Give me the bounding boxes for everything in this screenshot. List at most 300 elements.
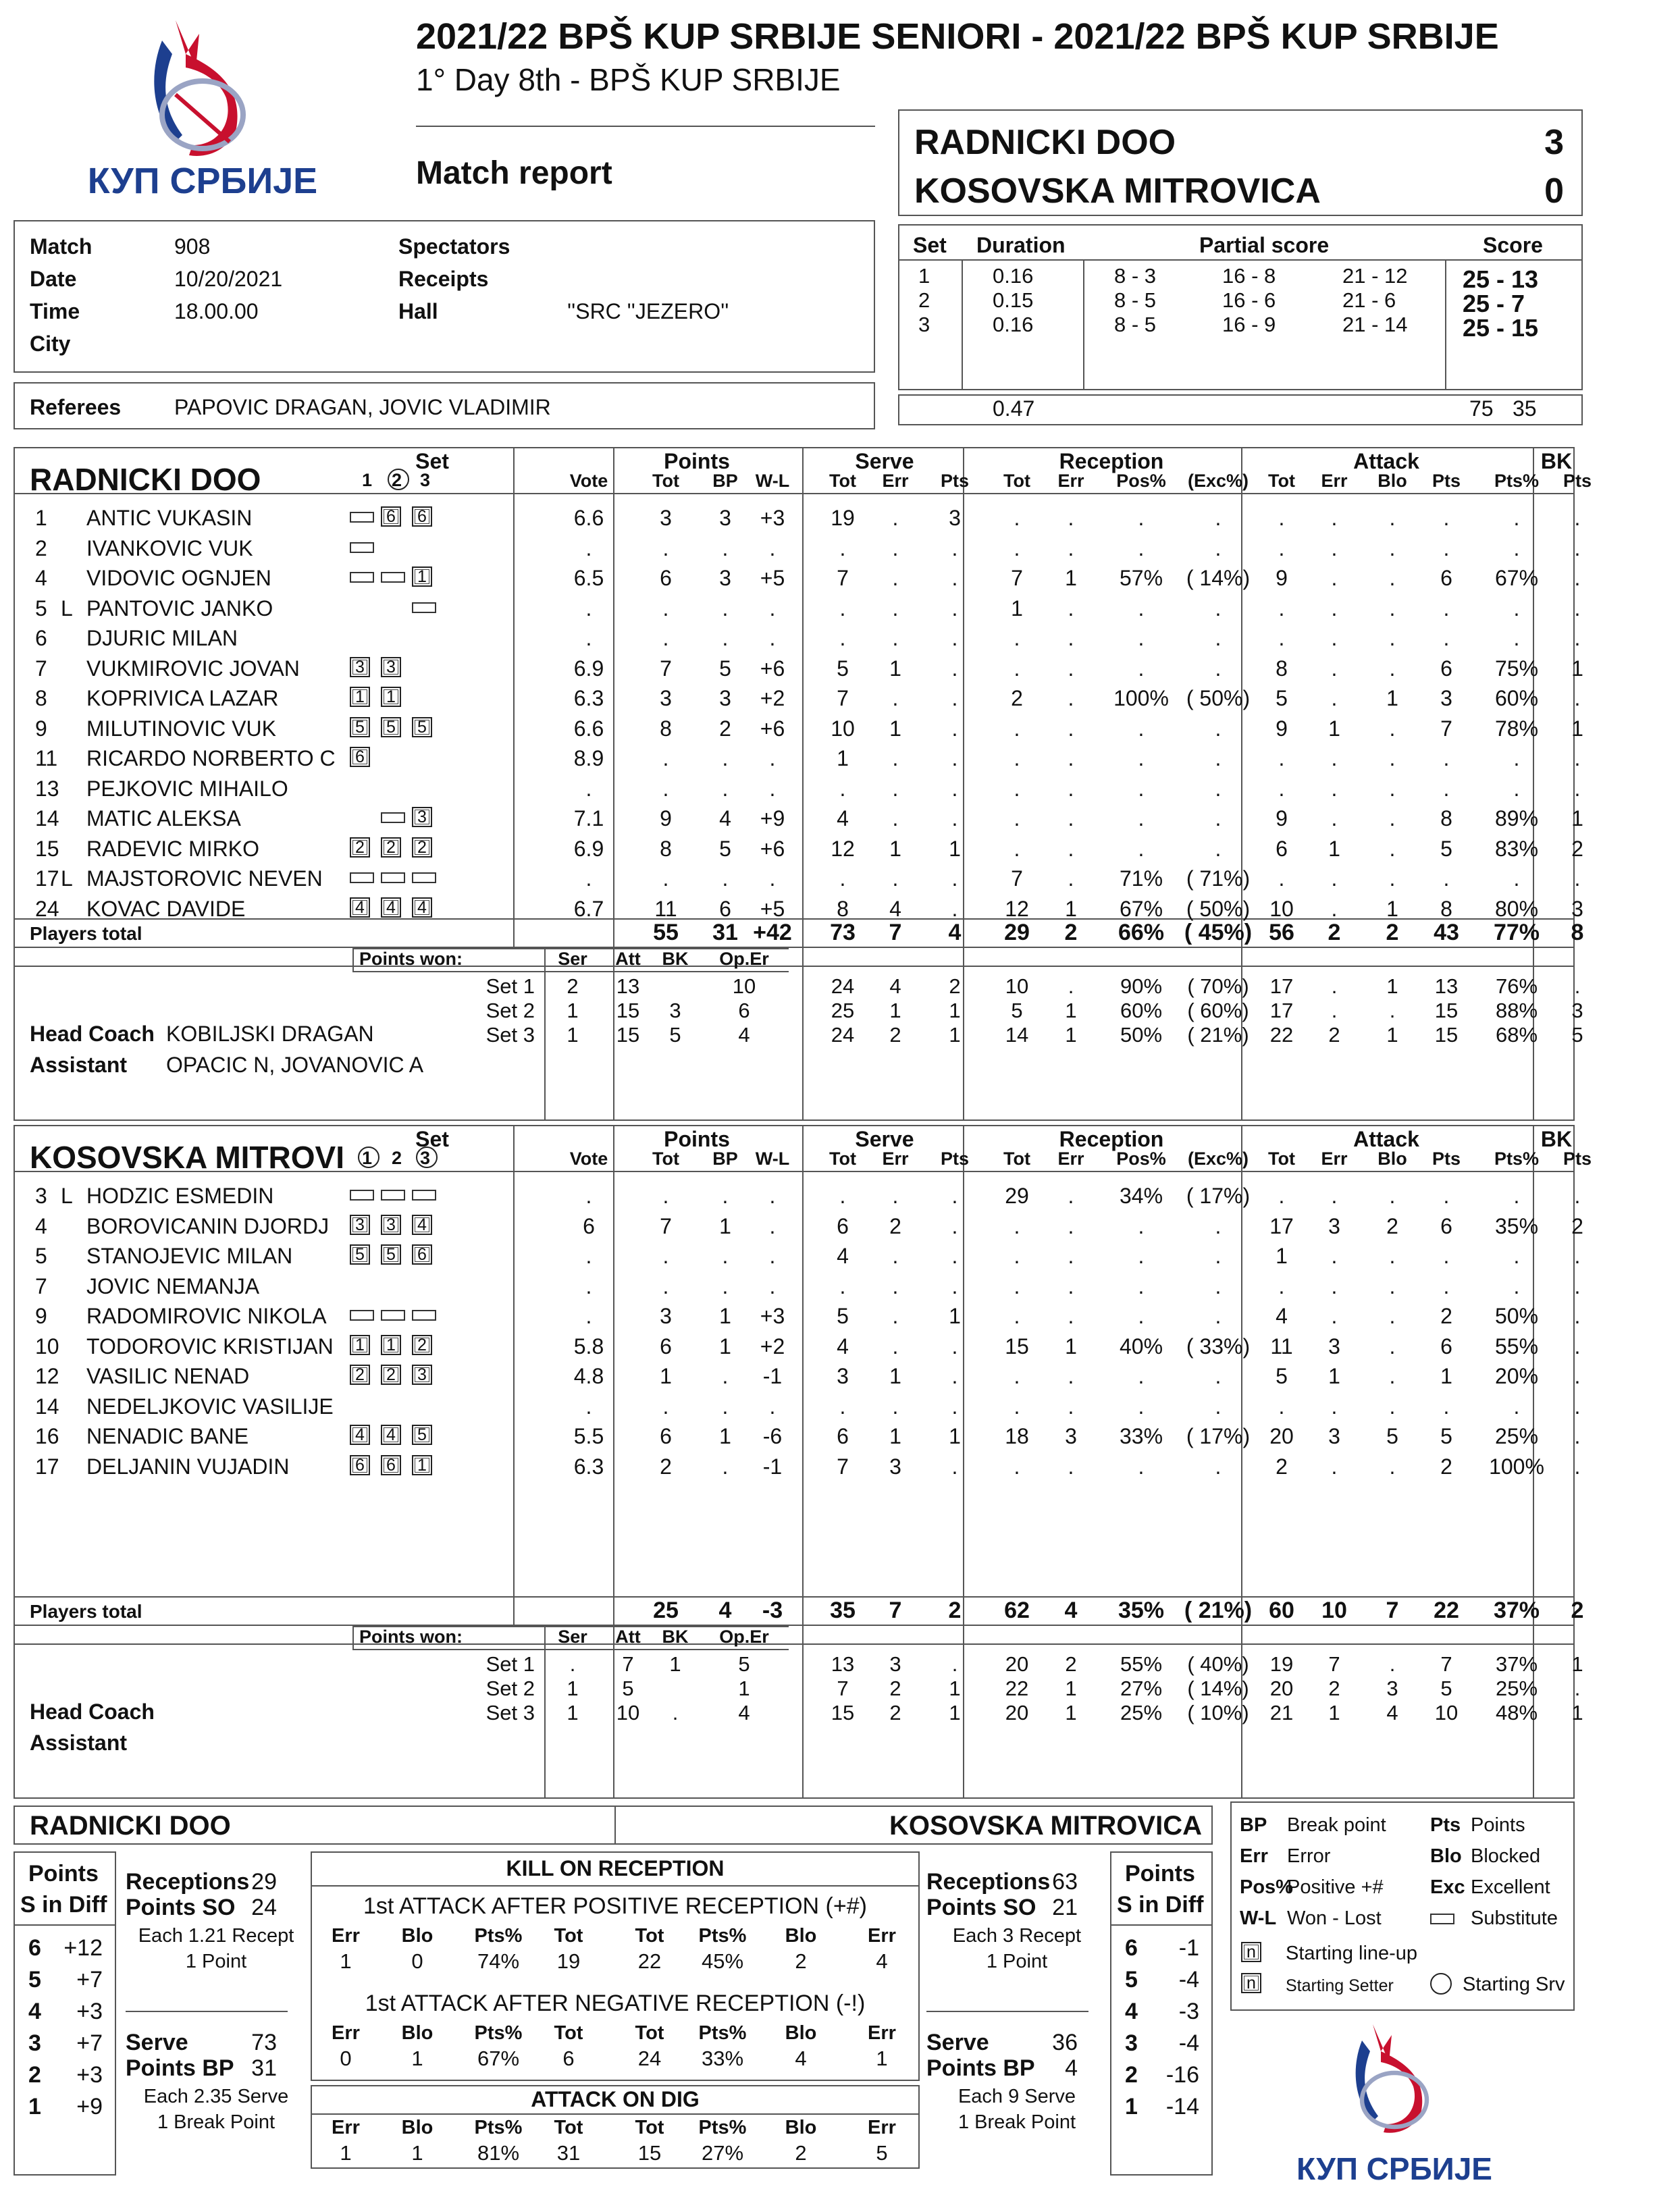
stat-cell: .: [1068, 1273, 1074, 1298]
lineup-box: 2: [412, 1335, 432, 1355]
kill-value: 1: [411, 2141, 423, 2165]
stat-cell: .: [722, 535, 729, 560]
kill-title: KILL ON RECEPTION: [506, 1856, 725, 1880]
stat-cell: .: [585, 1394, 592, 1419]
stat-cell: .: [1215, 656, 1222, 681]
stat-cell: .: [1331, 746, 1338, 770]
team-name: KOSOVSKA MITROVI: [30, 1140, 344, 1175]
total-cell: 29: [1004, 920, 1030, 945]
stat-cell: .: [1068, 656, 1074, 681]
won-stat: 10: [1434, 1701, 1459, 1724]
stat-cell: 4: [1276, 1304, 1288, 1328]
stat-cell: 7: [1011, 566, 1023, 590]
set-col-2: 2: [392, 470, 402, 490]
stat-cell: 1: [1386, 686, 1398, 710]
stat-cell: .: [1513, 626, 1520, 650]
kill-value: 33%: [701, 2047, 744, 2070]
stat-cell: ( 33%): [1186, 1334, 1251, 1359]
stat-cell: .: [1014, 776, 1020, 801]
set-diff-value: -4: [1178, 2030, 1199, 2056]
won-set-label: Set 2: [485, 1677, 535, 1700]
stat-cell: .: [585, 1184, 592, 1208]
stat-cell: .: [1068, 535, 1074, 560]
stat-cell: .: [585, 1244, 592, 1268]
stat-cell: -1: [762, 1364, 783, 1388]
won-set-label: Set 3: [485, 1023, 535, 1047]
stat-cell: .: [1443, 535, 1450, 560]
partial-score: 8 - 3: [1114, 264, 1157, 288]
col-hdr-pts: Pts: [1563, 1149, 1592, 1169]
stat-cell: .: [1389, 1334, 1396, 1359]
substitute-icon: [381, 1310, 405, 1321]
stat-cell: +6: [760, 836, 785, 861]
player-name: DELJANIN VUJADIN: [86, 1454, 290, 1479]
match-number: 908: [174, 234, 211, 259]
won-att: 10: [616, 1701, 640, 1724]
won-ser: 1: [567, 999, 579, 1022]
legend-desc: Points: [1471, 1814, 1525, 1836]
lineup-box: 3: [412, 1365, 432, 1385]
stat-cell: .: [1389, 746, 1396, 770]
stat-cell: 75%: [1494, 656, 1539, 681]
player-name: JOVIC NEMANJA: [86, 1273, 260, 1298]
player-name: VIDOVIC OGNJEN: [86, 566, 271, 590]
stat-cell: ( 17%): [1186, 1424, 1251, 1448]
away-serve: 36: [1052, 2030, 1078, 2055]
player-name: ANTIC VUKASIN: [86, 506, 253, 530]
stat-cell: .: [1138, 506, 1145, 530]
kill-value: 74%: [477, 1949, 520, 1973]
won-bk: 5: [669, 1023, 681, 1047]
kill-hdr: Err: [332, 2117, 360, 2138]
col-hdr-pos: Pos%: [1116, 1149, 1166, 1169]
stat-cell: 2: [1011, 686, 1023, 710]
set-diff-value: -16: [1165, 2062, 1199, 2088]
set-col-3: 3: [420, 1148, 431, 1168]
stat-cell: .: [1068, 866, 1074, 891]
stat-cell: 40%: [1119, 1334, 1163, 1359]
kill-value: 45%: [701, 1949, 744, 1973]
stat-cell: 7.1: [573, 806, 604, 831]
player-name: MAJSTOROVIC NEVEN: [86, 866, 323, 891]
total-cell: +42: [753, 920, 792, 945]
col-hdr-vote: Vote: [569, 471, 608, 491]
stat-cell: 19: [831, 506, 855, 530]
set-col-1: 1: [362, 1148, 373, 1168]
kill-hdr: Blo: [401, 2117, 434, 2138]
set-diff-value: -14: [1165, 2094, 1199, 2119]
won-stat: 13: [1434, 974, 1459, 998]
stat-cell: .: [1215, 506, 1222, 530]
kill-value: 2: [795, 2141, 807, 2165]
setter-legend-label: Starting Setter: [1286, 1976, 1394, 1995]
player-number: 16: [35, 1424, 59, 1448]
legend-key: BP: [1240, 1814, 1267, 1836]
stat-cell: 1: [949, 1424, 961, 1448]
substitute-icon: [350, 872, 374, 883]
time-value: 18.00.00: [174, 299, 259, 323]
player-number: 12: [35, 1364, 59, 1388]
away-diff-subtitle: S in Diff: [1117, 1892, 1204, 1918]
stat-cell: 7: [837, 686, 849, 710]
stat-cell: 6: [583, 1213, 595, 1238]
stat-cell: 1: [949, 1304, 961, 1328]
stat-cell: .: [1513, 746, 1520, 770]
stat-cell: .: [839, 1273, 846, 1298]
stat-cell: .: [1513, 535, 1520, 560]
stat-cell: .: [1068, 1454, 1074, 1479]
stat-cell: 1: [719, 1304, 731, 1328]
stat-cell: 7: [1440, 716, 1452, 741]
stat-cell: 1: [660, 1364, 672, 1388]
won-stat: 25%: [1120, 1701, 1163, 1724]
stat-cell: .: [1215, 1454, 1222, 1479]
player-number: 7: [35, 656, 47, 681]
stat-cell: .: [722, 866, 729, 891]
partial-score: 16 - 9: [1222, 313, 1276, 336]
away-rec-note-1: Each 3 Recept: [952, 1925, 1082, 1947]
stat-cell: .: [769, 746, 776, 770]
stat-cell: 1: [1328, 1364, 1340, 1388]
won-ser: 2: [567, 974, 579, 998]
stat-cell: .: [1389, 535, 1396, 560]
kill-hdr: Blo: [401, 1925, 434, 1947]
kill-value: 15: [637, 2141, 662, 2165]
set-diff-number: 3: [28, 2030, 41, 2056]
set-number: 2: [918, 288, 930, 312]
lineup-box: 4: [350, 897, 370, 918]
player-name: NEDELJKOVIC VASILIJE: [86, 1394, 334, 1419]
stat-cell: 29: [1005, 1184, 1029, 1208]
stat-cell: 89%: [1494, 806, 1539, 831]
substitute-icon: [412, 872, 436, 883]
won-stat: ( 21%): [1187, 1023, 1249, 1047]
lineup-box: 1: [350, 687, 370, 707]
stat-cell: .: [769, 1213, 776, 1238]
stat-cell: .: [1138, 596, 1145, 621]
stat-cell: .: [892, 1334, 899, 1359]
legend-key: Exc: [1430, 1876, 1465, 1898]
stat-cell: +6: [760, 716, 785, 741]
total-cell: 73: [830, 920, 856, 945]
stat-cell: 5: [1276, 686, 1288, 710]
setter-legend-icon: n: [1241, 1973, 1261, 1993]
stat-cell: 2: [1571, 836, 1583, 861]
stat-cell: .: [1513, 506, 1520, 530]
stat-cell: .: [1331, 596, 1338, 621]
stat-cell: 1: [889, 716, 901, 741]
stat-cell: 15: [1005, 1334, 1029, 1359]
set-diff-value: +7: [76, 1967, 103, 1993]
set-score: 25 - 13: [1463, 265, 1539, 293]
lineup-legend-label: Starting line-up: [1286, 1943, 1418, 1964]
lineup-box: 6: [412, 506, 432, 527]
won-stat: 2: [889, 1677, 901, 1700]
stat-cell: 6: [660, 1334, 672, 1359]
home-serve-label: Serve: [126, 2030, 188, 2055]
player-number: 3: [35, 1184, 47, 1208]
stat-cell: .: [1278, 506, 1285, 530]
stat-cell: 6.9: [573, 836, 604, 861]
player-name: IVANKOVIC VUK: [86, 535, 253, 560]
player-name: DJURIC MILAN: [86, 626, 238, 650]
lineup-box: 4: [381, 1425, 401, 1445]
kill-hdr: Tot: [635, 1925, 664, 1947]
stat-cell: 4.8: [573, 1364, 604, 1388]
stat-cell: +5: [760, 566, 785, 590]
col-hdr-tot: Tot: [829, 471, 856, 491]
col-hdr-tot: Tot: [1268, 471, 1295, 491]
won-stat: 27%: [1120, 1677, 1163, 1700]
stat-cell: .: [769, 535, 776, 560]
stat-cell: 7: [1011, 866, 1023, 891]
stat-cell: .: [1215, 1273, 1222, 1298]
stat-cell: .: [1138, 836, 1145, 861]
stat-cell: .: [1215, 1304, 1222, 1328]
page-subtitle: 1° Day 8th - BPŠ KUP SRBIJE: [416, 62, 841, 97]
col-hdr-pts: Pts: [1432, 471, 1461, 491]
stat-cell: 3: [949, 506, 961, 530]
stat-cell: .: [1331, 1304, 1338, 1328]
won-oper: 6: [738, 999, 750, 1022]
stat-cell: -1: [762, 1454, 783, 1479]
col-set: Set: [415, 449, 449, 473]
stat-cell: 25%: [1494, 1424, 1539, 1448]
stat-cell: .: [1389, 1244, 1396, 1268]
stat-cell: 4: [837, 1244, 849, 1268]
won-ser: 1: [567, 1023, 579, 1047]
stat-cell: 83%: [1494, 836, 1539, 861]
stat-cell: 1: [719, 1334, 731, 1359]
stat-cell: .: [1014, 506, 1020, 530]
stat-cell: 2: [889, 1213, 901, 1238]
col-set: Set: [415, 1127, 449, 1151]
set-diff-value: +3: [76, 1999, 103, 2024]
away-so-label: Points SO: [926, 1895, 1036, 1920]
stat-cell: .: [1513, 866, 1520, 891]
won-stat: 25: [831, 999, 855, 1022]
stat-cell: .: [1389, 836, 1396, 861]
col-hdr-tot: Tot: [1003, 471, 1030, 491]
legend-key: W-L: [1240, 1907, 1277, 1929]
total-cell: 35%: [1118, 1598, 1165, 1623]
won-stat: 20: [1005, 1652, 1029, 1676]
stat-cell: 2: [1440, 1454, 1452, 1479]
partial-score: 21 - 12: [1342, 264, 1408, 288]
stat-cell: .: [951, 866, 958, 891]
stat-cell: 1: [889, 836, 901, 861]
stat-cell: .: [1331, 866, 1338, 891]
set-diff-value: +9: [76, 2094, 103, 2119]
stat-cell: 3: [660, 1304, 672, 1328]
set-score: 25 - 15: [1463, 314, 1539, 342]
hall-label: Hall: [398, 299, 438, 323]
stat-cell: .: [1389, 1454, 1396, 1479]
stat-cell: 3: [1328, 1213, 1340, 1238]
stat-cell: .: [769, 1244, 776, 1268]
stat-cell: .: [662, 1394, 669, 1419]
total-cell: 10: [1321, 1598, 1347, 1623]
lineup-box: 1: [350, 1335, 370, 1355]
stat-cell: 9: [1276, 806, 1288, 831]
home-so: 24: [251, 1895, 277, 1920]
player-number: 5: [35, 1244, 47, 1268]
players-total-label: Players total: [30, 1601, 142, 1622]
total-cell: 66%: [1118, 920, 1165, 945]
kill-value: 19: [556, 1949, 581, 1973]
kill-value: 24: [637, 2047, 662, 2070]
stat-cell: .: [1389, 866, 1396, 891]
stat-cell: .: [892, 535, 899, 560]
won-stat: 1: [949, 1677, 961, 1700]
won-stat: 20: [1269, 1677, 1294, 1700]
stat-cell: 1: [1571, 806, 1583, 831]
total-cell: 55: [653, 920, 679, 945]
won-stat: 76%: [1495, 974, 1538, 998]
stat-cell: .: [1331, 656, 1338, 681]
legend-desc: Substitute: [1471, 1907, 1558, 1929]
won-stat: 17: [1269, 974, 1294, 998]
stat-cell: 1: [1065, 1334, 1077, 1359]
partial-score: 16 - 6: [1222, 288, 1276, 312]
lineup-box: 4: [381, 897, 401, 918]
stat-cell: 60%: [1494, 686, 1539, 710]
total-cell: 2: [1571, 1598, 1584, 1623]
total-cell: 22: [1434, 1598, 1459, 1623]
stat-cell: .: [1331, 1394, 1338, 1419]
total-cell: 77%: [1493, 920, 1540, 945]
player-number: 15: [35, 836, 59, 861]
stat-cell: .: [1215, 776, 1222, 801]
set-diff-value: -1: [1178, 1935, 1199, 1961]
tot-line: [14, 947, 1575, 948]
won-line: [352, 1649, 789, 1650]
won-oper: 5: [738, 1652, 750, 1676]
total-cell: 2: [1064, 920, 1078, 945]
won-stat: 50%: [1120, 1023, 1163, 1047]
won-stat: 1: [1386, 974, 1398, 998]
stat-cell: .: [1215, 746, 1222, 770]
home-diff-subtitle: S in Diff: [20, 1892, 107, 1918]
stat-cell: .: [1574, 1184, 1581, 1208]
stat-cell: .: [1513, 776, 1520, 801]
won-oper: 4: [738, 1023, 750, 1047]
won-stat: .: [1574, 974, 1581, 998]
won-set-label: Set 1: [485, 1652, 535, 1676]
player-number: 5: [35, 596, 47, 621]
stat-cell: .: [1138, 716, 1145, 741]
stat-cell: .: [1068, 776, 1074, 801]
substitute-icon: [381, 1190, 405, 1201]
stat-cell: .: [1278, 626, 1285, 650]
total-cell: 37%: [1493, 1598, 1540, 1623]
stat-cell: .: [1014, 1304, 1020, 1328]
logo-text: КУП СРБИЈЕ: [87, 161, 318, 201]
lineup-box: 2: [412, 837, 432, 858]
won-att: 7: [622, 1652, 634, 1676]
stat-cell: .: [951, 1364, 958, 1388]
pos-title: 1st ATTACK AFTER POSITIVE RECEPTION (+#): [363, 1893, 867, 1919]
set-score: 25 - 7: [1463, 290, 1525, 317]
away-bp-label: Points BP: [926, 2055, 1035, 2081]
stat-cell: .: [662, 1184, 669, 1208]
total-cell: 43: [1434, 920, 1459, 945]
legend-key: Blo: [1430, 1845, 1462, 1867]
stat-cell: .: [585, 776, 592, 801]
stat-cell: 8: [837, 896, 849, 921]
kill-hdr: Tot: [635, 2022, 664, 2044]
legend-desc: Break point: [1287, 1814, 1386, 1836]
total-cell: 60: [1269, 1598, 1294, 1623]
won-line: [352, 971, 789, 972]
stat-cell: 1: [1011, 596, 1023, 621]
stat-cell: .: [722, 1364, 729, 1388]
stat-cell: .: [951, 806, 958, 831]
stat-cell: 8.9: [573, 746, 604, 770]
total-cell: 62: [1004, 1598, 1030, 1623]
won-stat: 1: [1571, 1701, 1583, 1724]
stat-cell: 3: [889, 1454, 901, 1479]
stat-cell: .: [951, 686, 958, 710]
player-number: 4: [35, 1213, 47, 1238]
won-stat: 15: [1434, 999, 1459, 1022]
won-att: 15: [616, 999, 640, 1022]
won-stat: 4: [1386, 1701, 1398, 1724]
stat-cell: .: [951, 1244, 958, 1268]
legend-desc: Blocked: [1471, 1845, 1541, 1867]
kill-value: 4: [795, 2047, 807, 2070]
stat-cell: 17: [1269, 1213, 1294, 1238]
won-stat: .: [1389, 999, 1396, 1022]
stat-cell: .: [1389, 1184, 1396, 1208]
stat-cell: 8: [660, 836, 672, 861]
stat-cell: .: [892, 1244, 899, 1268]
kill-hdr: Pts%: [474, 2022, 523, 2044]
assistant-label: Assistant: [30, 1731, 128, 1755]
won-hdr-att: Att: [615, 1627, 641, 1647]
stat-cell: ( 71%): [1186, 866, 1251, 891]
stat-cell: .: [892, 1184, 899, 1208]
lineup-box: 3: [350, 657, 370, 677]
stat-cell: .: [1215, 626, 1222, 650]
stat-cell: .: [951, 1394, 958, 1419]
stat-cell: .: [1014, 1273, 1020, 1298]
won-stat: 2: [949, 974, 961, 998]
won-bk: 3: [669, 999, 681, 1022]
won-stat: 2: [889, 1701, 901, 1724]
stat-cell: ( 17%): [1186, 1184, 1251, 1208]
kill-value: 0: [340, 2047, 352, 2070]
stat-cell: .: [1574, 506, 1581, 530]
stat-cell: 33%: [1119, 1424, 1163, 1448]
stat-cell: .: [1574, 866, 1581, 891]
stat-cell: 1: [1386, 896, 1398, 921]
kill-value: 22: [637, 1949, 662, 1973]
won-stat: 7: [837, 1677, 849, 1700]
col-line: [802, 947, 804, 1121]
kill-value: 5: [876, 2141, 888, 2165]
stat-cell: .: [769, 1184, 776, 1208]
stat-cell: .: [1014, 806, 1020, 831]
stat-cell: .: [1331, 776, 1338, 801]
stat-cell: 50%: [1494, 1304, 1539, 1328]
won-hdr-ser: Ser: [558, 1627, 587, 1647]
stat-cell: .: [1574, 566, 1581, 590]
won-stat: .: [1389, 1652, 1396, 1676]
won-stat: 1: [949, 999, 961, 1022]
home-serve: 73: [251, 2030, 277, 2055]
col-hdr-pts: Pts: [940, 1149, 970, 1169]
